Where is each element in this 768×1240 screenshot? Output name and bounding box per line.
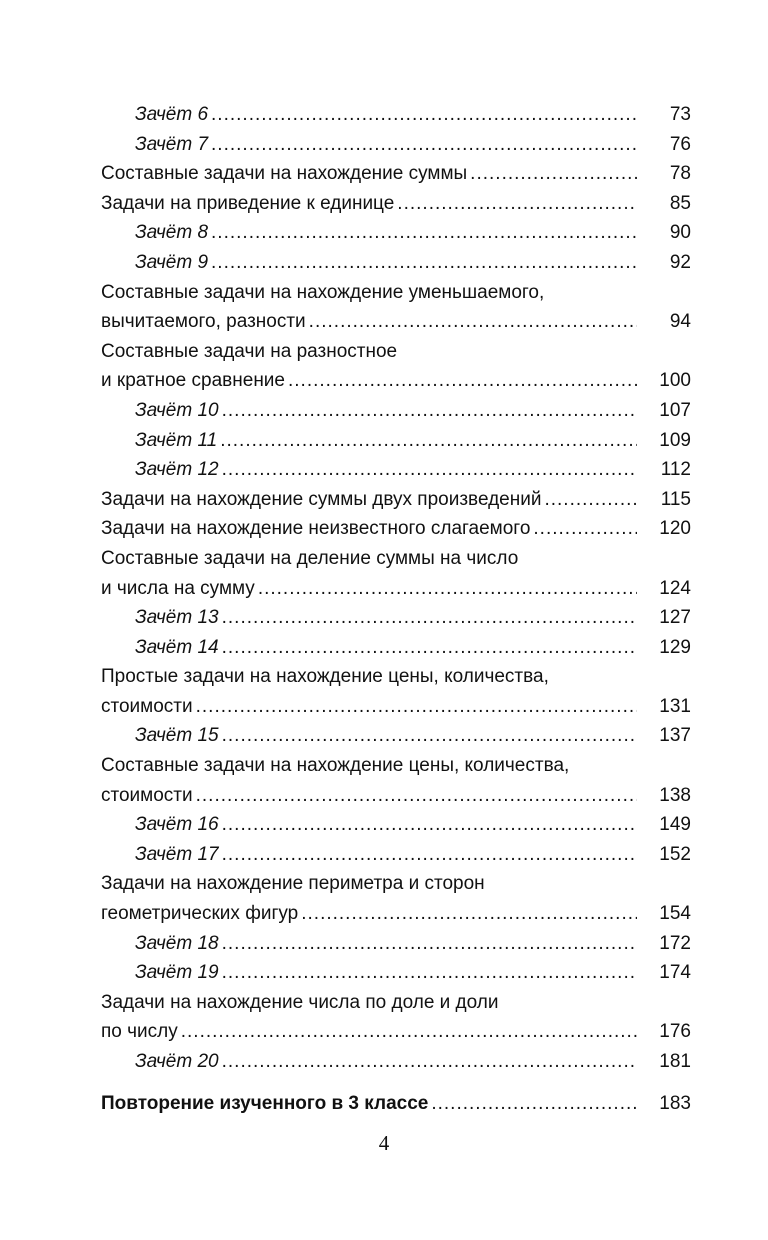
toc-entry-title: Составные задачи на нахождение цены, количества,: [101, 755, 570, 777]
dot-leader: [211, 100, 637, 130]
toc-entry-title: Составные задачи на разностное: [101, 340, 398, 362]
dot-leader: [431, 1089, 637, 1119]
toc-entry-page: 176: [659, 1021, 691, 1043]
toc-entry-page: 76: [669, 133, 691, 155]
dot-leader: [196, 692, 637, 722]
toc-entry-page: 94: [669, 311, 691, 333]
toc-entry-topic[interactable]: [101, 751, 691, 810]
toc-entry-topic[interactable]: [101, 988, 691, 1047]
dot-leader: [544, 485, 637, 515]
dot-leader: [222, 958, 637, 988]
toc-entry-page: 127: [659, 607, 691, 629]
toc-entry-page: 149: [659, 814, 691, 836]
toc-entry-zachet[interactable]: [101, 130, 691, 160]
dot-leader: [397, 189, 637, 219]
toc-entry-page: 100: [659, 370, 691, 392]
toc-entry-zachet[interactable]: [101, 248, 691, 278]
toc-entry-zachet[interactable]: [101, 958, 691, 988]
toc-entry-page: 73: [669, 104, 691, 125]
dot-leader: [288, 366, 637, 396]
toc-entry-topic[interactable]: [101, 662, 691, 721]
toc-entry-title: Повторение изученного в 3 классе: [101, 1092, 429, 1114]
toc-entry-page: 129: [659, 636, 691, 658]
toc-entry-title: Задачи на приведение к единице: [101, 192, 395, 214]
dot-leader: [301, 899, 637, 929]
toc-entry-page: 124: [659, 577, 691, 599]
toc-entry-title: Зачёт 20: [135, 1051, 219, 1072]
toc-entry-page: 85: [669, 192, 691, 214]
toc-entry-title: Задачи на нахождение суммы двух произведений: [101, 488, 542, 510]
toc-entry-page: 183: [659, 1092, 691, 1114]
toc-entry-title: Составные задачи на нахождение суммы: [101, 163, 468, 185]
dot-leader: [222, 1047, 637, 1077]
toc-entry-page: 181: [659, 1051, 691, 1072]
dot-leader: [222, 455, 637, 485]
toc-entry-page: 112: [660, 459, 691, 481]
toc-entry-page: 78: [669, 163, 691, 185]
dot-leader: [211, 130, 637, 160]
dot-leader: [222, 633, 637, 663]
toc-entry-page: 154: [659, 903, 691, 925]
toc-entry-title: Составные задачи на деление суммы на число: [101, 547, 519, 569]
toc-entry-title: Задачи на нахождение числа по доле и доли: [101, 991, 499, 1013]
toc-entry-zachet[interactable]: [101, 100, 691, 130]
toc-entry-topic[interactable]: [101, 869, 691, 928]
toc-entry-title: Зачёт 19: [135, 962, 219, 984]
toc-entry-title: и числа на сумму: [101, 577, 255, 599]
dot-leader: [533, 514, 637, 544]
toc-entry-section[interactable]: [101, 1089, 691, 1119]
toc-entry-title: по числу: [101, 1021, 178, 1043]
section-spacer: [101, 1077, 691, 1089]
toc-entry-title: Зачёт 15: [135, 725, 219, 747]
toc-entry-page: 115: [660, 488, 691, 510]
dot-leader: [309, 307, 637, 337]
toc-entry-zachet[interactable]: [101, 455, 691, 485]
toc-entry-page: 174: [659, 962, 691, 984]
toc-entry-title: Зачёт 14: [135, 636, 219, 658]
toc-entry-page: 109: [659, 429, 691, 451]
toc-entry-title: Зачёт 12: [135, 459, 219, 481]
toc-entry-title: Зачёт 8: [135, 222, 209, 244]
toc-entry-topic[interactable]: [101, 514, 691, 544]
toc-entry-topic[interactable]: [101, 189, 691, 219]
page-number: 4: [378, 1131, 390, 1155]
table-of-contents: [101, 100, 691, 1118]
toc-entry-zachet[interactable]: [101, 840, 691, 870]
toc-entry-page: 138: [659, 784, 691, 806]
toc-entry-title: Зачёт 13: [135, 607, 219, 629]
toc-entry-zachet[interactable]: [101, 218, 691, 248]
toc-entry-title: Составные задачи на нахождение уменьшаемого,: [101, 281, 545, 303]
dot-leader: [222, 396, 637, 426]
toc-entry-title: Зачёт 6: [135, 104, 209, 125]
dot-leader: [220, 426, 637, 456]
toc-entry-zachet[interactable]: [101, 426, 691, 456]
dot-leader: [470, 159, 637, 189]
toc-entry-page: 131: [659, 695, 691, 717]
toc-entry-title: Зачёт 7: [135, 133, 209, 155]
toc-entry-zachet[interactable]: [101, 721, 691, 751]
toc-entry-page: 90: [669, 222, 691, 244]
toc-entry-zachet[interactable]: [101, 396, 691, 426]
toc-entry-title: и кратное сравнение: [101, 370, 285, 392]
dot-leader: [211, 248, 637, 278]
toc-entry-title: геометрических фигур: [101, 903, 299, 925]
toc-entry-topic[interactable]: [101, 337, 691, 396]
toc-entry-topic[interactable]: [101, 544, 691, 603]
toc-entry-page: 107: [659, 399, 691, 421]
toc-entry-zachet[interactable]: [101, 810, 691, 840]
toc-entry-page: 172: [659, 932, 691, 954]
toc-entry-title: Задачи на нахождение периметра и сторон: [101, 873, 485, 895]
toc-entry-title: стоимости: [101, 784, 193, 806]
toc-entry-title: стоимости: [101, 695, 193, 717]
toc-entry-topic[interactable]: [101, 485, 691, 515]
toc-entry-zachet[interactable]: [101, 929, 691, 959]
dot-leader: [222, 840, 637, 870]
toc-entry-title: Зачёт 9: [135, 251, 209, 273]
toc-entry-title: Зачёт 11: [135, 429, 218, 451]
toc-entry-title: вычитаемого, разности: [101, 311, 306, 333]
toc-entry-zachet[interactable]: [101, 603, 691, 633]
dot-leader: [196, 781, 637, 811]
toc-entry-topic[interactable]: [101, 159, 691, 189]
toc-entry-title: Зачёт 10: [135, 399, 219, 421]
toc-entry-title: Зачёт 18: [135, 932, 219, 954]
toc-entry-page: 120: [659, 518, 691, 540]
toc-entry-title: Зачёт 17: [135, 843, 219, 865]
toc-entry-title: Простые задачи на нахождение цены, количества,: [101, 666, 549, 688]
toc-entry-zachet[interactable]: [101, 633, 691, 663]
toc-entry-zachet[interactable]: [101, 1047, 691, 1077]
dot-leader: [211, 218, 637, 248]
dot-leader: [222, 810, 637, 840]
toc-entry-page: 137: [659, 725, 691, 747]
toc-entry-title: Зачёт 16: [135, 814, 219, 836]
toc-entry-page: 152: [659, 843, 691, 865]
toc-entry-title: Задачи на нахождение неизвестного слагаемого: [101, 518, 531, 540]
dot-leader: [222, 721, 637, 751]
dot-leader: [222, 603, 637, 633]
dot-leader: [222, 929, 637, 959]
toc-entry-topic[interactable]: [101, 278, 691, 337]
toc-entry-page: 92: [669, 251, 691, 273]
dot-leader: [258, 574, 637, 604]
dot-leader: [181, 1017, 637, 1047]
